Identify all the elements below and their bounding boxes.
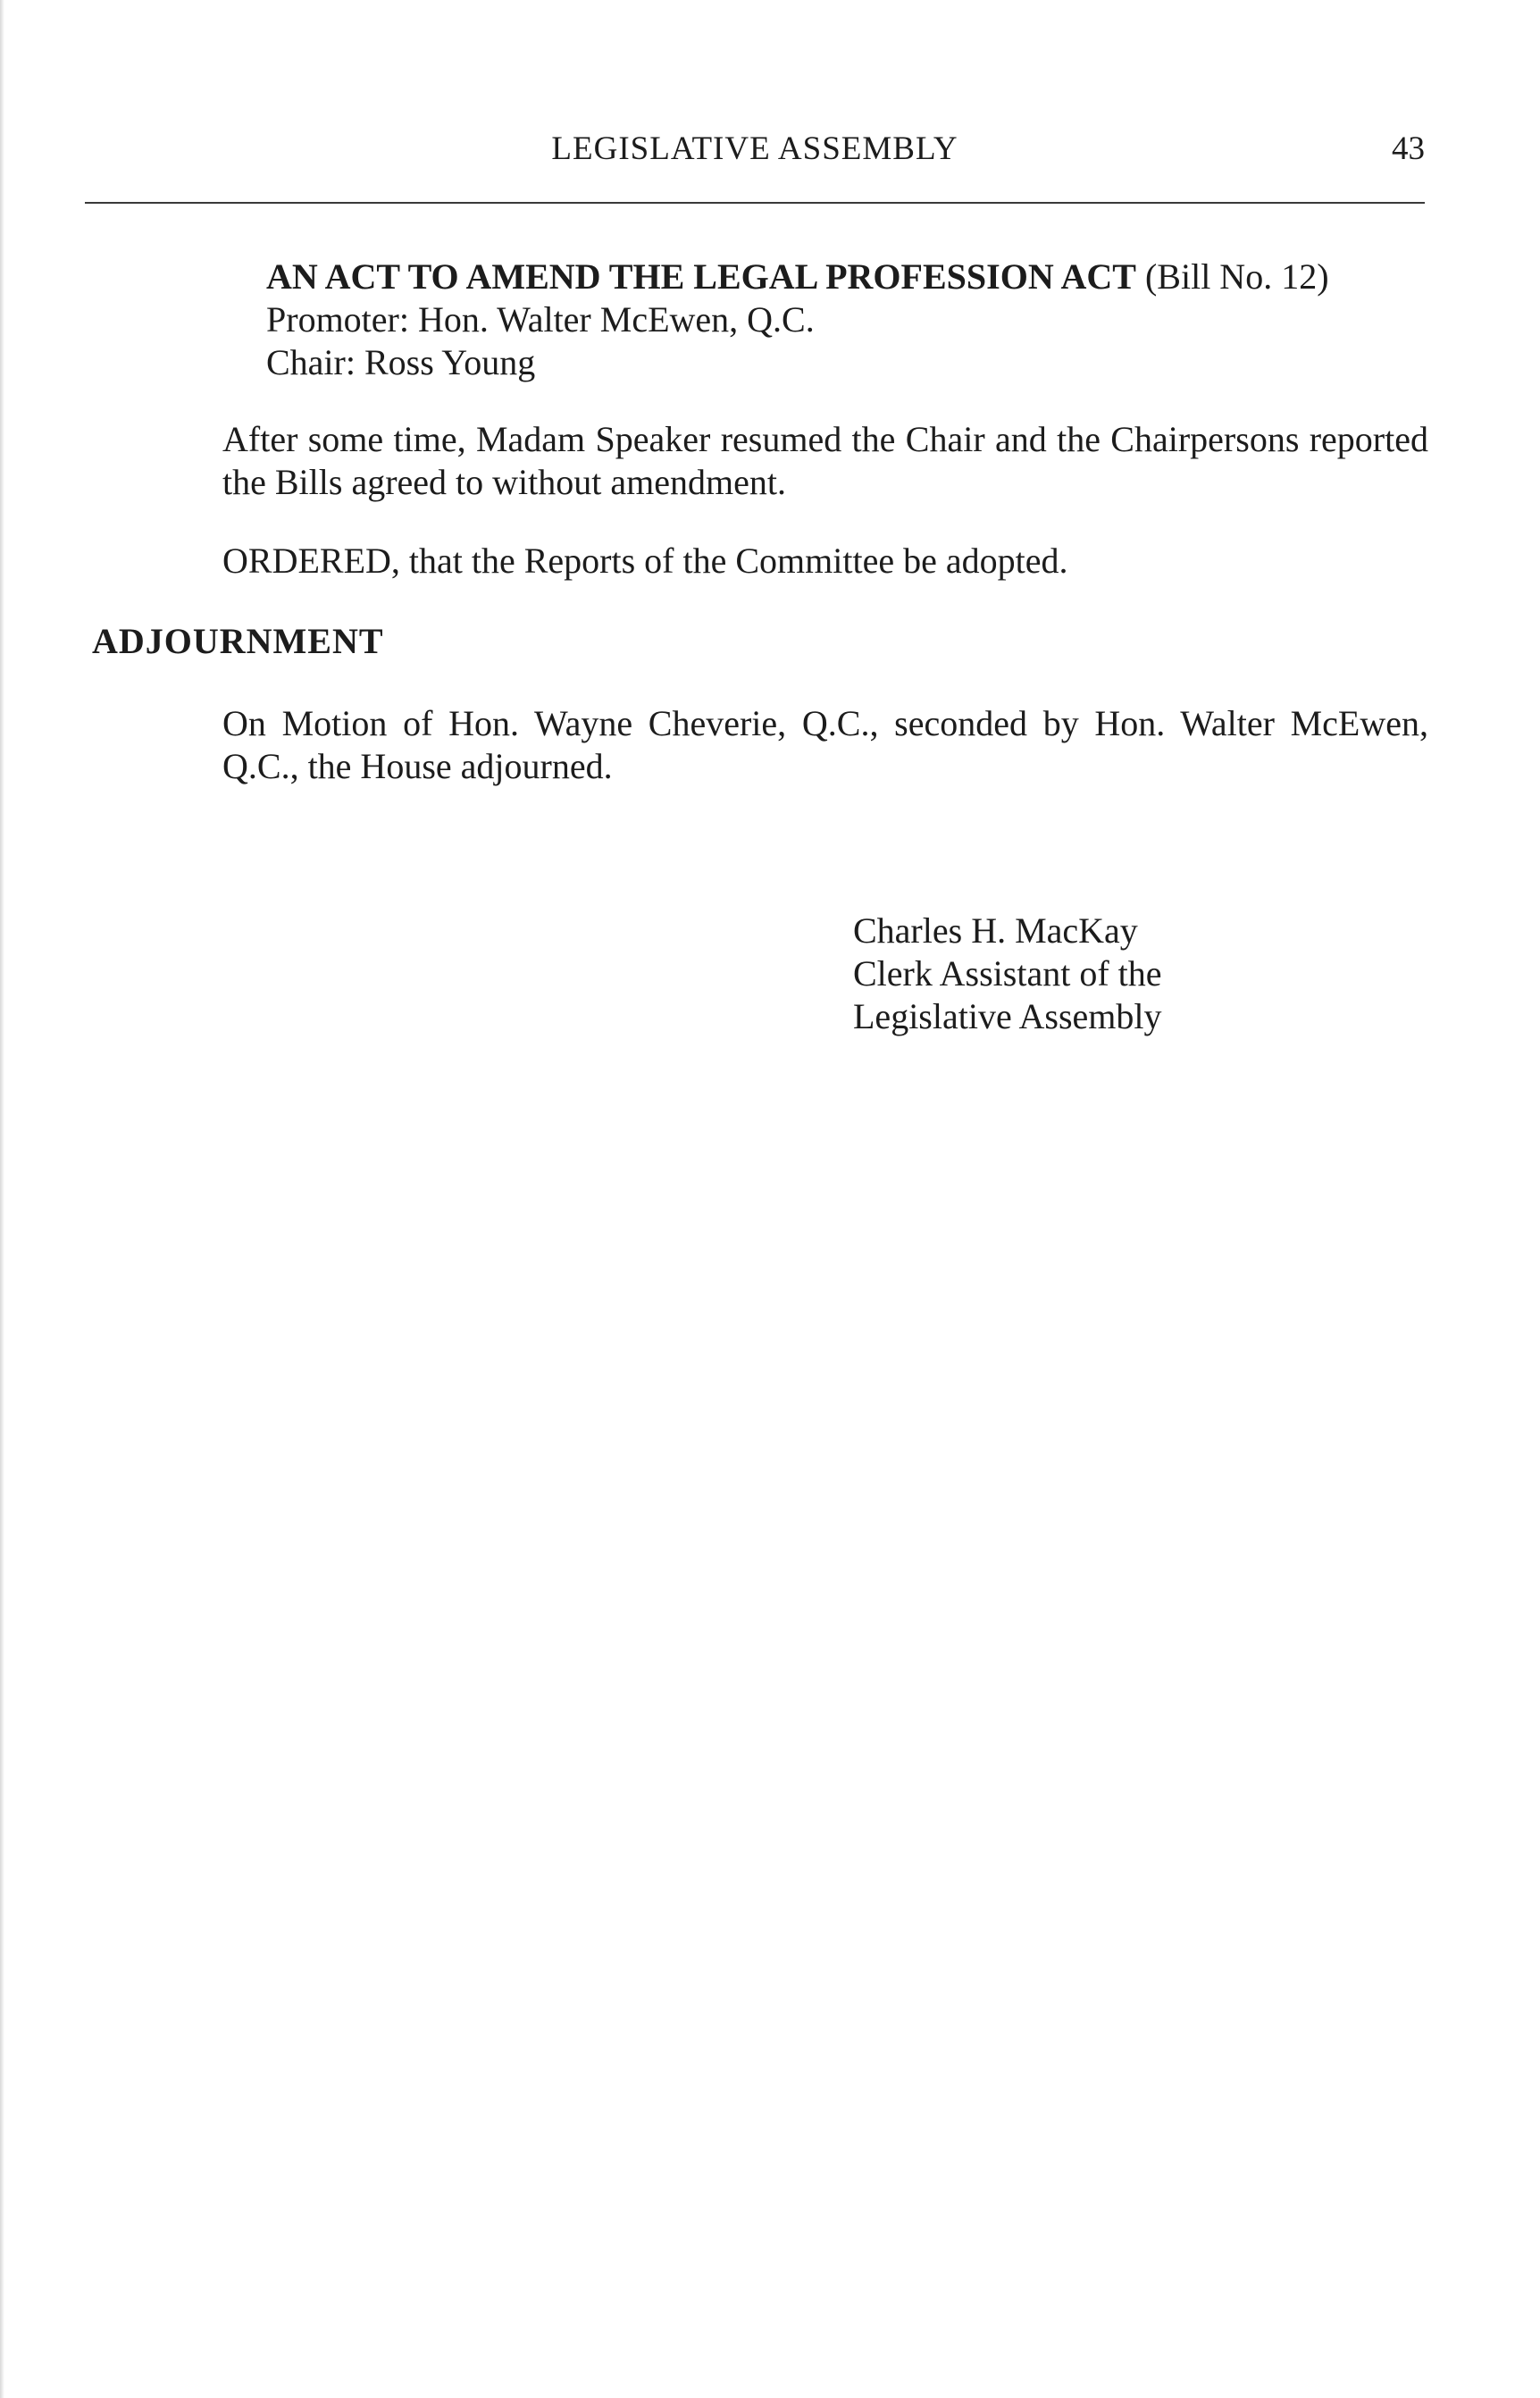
signature-title-line2: Legislative Assembly bbox=[853, 996, 1162, 1036]
bill-number: (Bill No. 12) bbox=[1144, 256, 1329, 297]
adjournment-motion: On Motion of Hon. Wayne Cheverie, Q.C., seconded by Hon. Walter McEwen, Q.C., the House adjourned. bbox=[222, 703, 1428, 786]
header-rule bbox=[85, 202, 1425, 204]
running-head bbox=[85, 127, 1425, 172]
paragraph-ordered: ORDERED, that the Reports of the Committee be adopted. bbox=[222, 541, 1068, 581]
bill-entry bbox=[266, 256, 1436, 384]
bill-promoter: Promoter: Hon. Walter McEwen, Q.C. bbox=[266, 299, 815, 340]
bill-title-line bbox=[266, 256, 1436, 298]
scan-edge bbox=[0, 0, 4, 2398]
bill-chair: Chair: Ross Young bbox=[266, 342, 536, 382]
bill-title: AN ACT TO AMEND THE LEGAL PROFESSION ACT bbox=[266, 256, 1136, 297]
running-title: LEGISLATIVE ASSEMBLY bbox=[551, 130, 958, 167]
signature-name: Charles H. MacKay bbox=[853, 910, 1138, 951]
adjournment-heading: ADJOURNMENT bbox=[92, 621, 384, 661]
signature-block bbox=[853, 910, 1389, 1038]
paragraph-reported: After some time, Madam Speaker resumed the Chair and the Chairpersons reported the Bills agreed to without amendment. bbox=[222, 419, 1428, 502]
signature-title-line1: Clerk Assistant of the bbox=[853, 953, 1162, 994]
page-number: 43 bbox=[1392, 130, 1425, 167]
